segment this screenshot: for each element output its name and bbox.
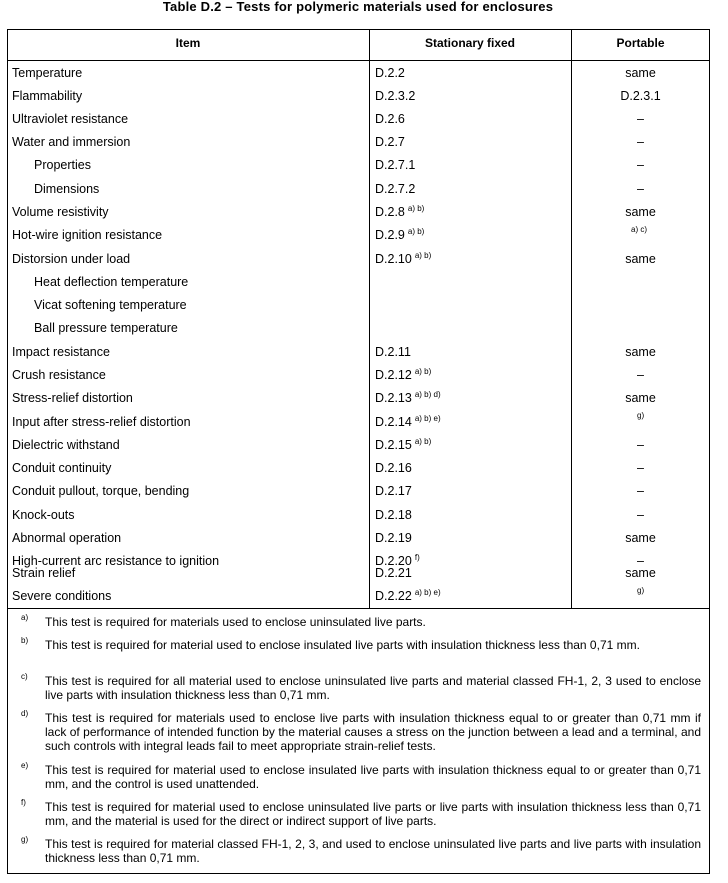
table-row-item: Temperature	[12, 66, 83, 80]
table-row-item: Crush resistance	[12, 368, 106, 382]
table-row-stationary: D.2.6	[375, 112, 405, 126]
header-divider	[7, 60, 710, 61]
table-body-divider	[7, 608, 710, 609]
header-stationary-fixed: Stationary fixed	[424, 36, 516, 50]
portable-note: g)	[637, 586, 645, 595]
table-row-stationary: D.2.7.2	[375, 182, 416, 196]
table-row-portable: –	[637, 112, 644, 126]
table-row-portable: same	[625, 531, 656, 545]
table-row-item: Abnormal operation	[12, 531, 122, 545]
table-row-item: Impact resistance	[12, 345, 110, 359]
portable-note: a) c)	[631, 225, 647, 234]
table-row-item: Conduit continuity	[12, 461, 112, 475]
table-row-portable: same	[625, 66, 656, 80]
table-row-stationary: D.2.18	[375, 508, 412, 522]
footnote-label: c)	[21, 672, 28, 681]
table-row-portable: –	[637, 135, 644, 149]
table-row-stationary: D.2.21	[375, 566, 412, 580]
table-title: Table D.2 – Tests for polymeric materials used for enclosures	[162, 0, 554, 14]
header-portable: Portable	[616, 36, 665, 50]
table-row-item: Water and immersion	[12, 135, 131, 149]
table-row-portable: –	[637, 461, 644, 475]
table-row-stationary: D.2.19	[375, 531, 412, 545]
table-row-stationary: D.2.17	[375, 484, 412, 498]
table-row-stationary: D.2.9 $^{a) b)}$	[375, 227, 425, 242]
table-row-stationary: D.2.22 $^{a) b) e)}$	[375, 588, 441, 603]
footnote-text: This test is required for material used to enclose uninsulated live parts or live parts with insulation thickness less than 0,71 mm, and the material is used for the direct or indirect support of live parts.	[45, 800, 701, 828]
table-row-item: Stress-relief distortion	[12, 391, 133, 405]
portable-note: g)	[637, 411, 645, 420]
table-row-item: Vicat softening temperature	[34, 298, 187, 312]
footnote-reference: a) b) d)	[414, 390, 441, 399]
footnote-label: f)	[21, 798, 26, 807]
table-row-item: Knock-outs	[12, 508, 75, 522]
column-divider	[369, 29, 370, 609]
footnote-label: b)	[21, 636, 29, 645]
table-row-item: Volume resistivity	[12, 205, 109, 219]
table-row-stationary: D.2.3.2	[375, 89, 416, 103]
table-row-portable: same	[625, 252, 656, 266]
footnote-text: This test is required for materials used to enclose live parts with insulation thickness equal to or greater than 0,71 mm if lack of performance of intended function by the material causes a stress on the junction between a lead and a terminal, and such controls with integral leads fail to meet appropriate strain-relief tests.	[45, 711, 701, 753]
footnote-reference: a) b)	[414, 251, 432, 260]
table-row-portable: D.2.3.1	[620, 89, 661, 103]
footnote-reference: a) b)	[414, 367, 432, 376]
table-row-item: Conduit pullout, torque, bending	[12, 484, 190, 498]
table-row-item: Properties	[34, 158, 91, 172]
footnote-reference: a) b)	[407, 227, 425, 236]
footnote-reference: a) b)	[414, 437, 432, 446]
table-row-item: Severe conditions	[12, 589, 112, 603]
footnote-text: This test is required for materials used to enclose uninsulated live parts.	[45, 615, 426, 629]
table-row-stationary: D.2.2	[375, 66, 405, 80]
table-row-stationary: D.2.7	[375, 135, 405, 149]
table-row-portable: –	[637, 158, 644, 172]
table-row-portable: –	[637, 554, 644, 568]
table-row-item: Ultraviolet resistance	[12, 112, 129, 126]
table-row-item: Ball pressure temperature	[34, 321, 178, 335]
table-row-item: Input after stress-relief distortion	[12, 415, 191, 429]
table-row-portable: –	[637, 368, 644, 382]
table-row-stationary: D.2.14 $^{a) b) e)}$	[375, 414, 441, 429]
footnote-text: This test is required for material used to enclose insulated live parts with insulation thickness less than 0,71 mm.	[45, 638, 640, 652]
table-row-item: Strain relief	[12, 566, 76, 580]
footnote-label: d)	[21, 709, 29, 718]
footnote-text: This test is required for material used to enclose insulated live parts with insulation thickness equal to or greater than 0,71 mm, and the control is used unattended.	[45, 763, 701, 791]
footnote-reference: f)	[414, 553, 420, 562]
table-row-item: Heat deflection temperature	[34, 275, 189, 289]
table-row-portable: same	[625, 205, 656, 219]
footnote-text: This test is required for material classed FH-1, 2, 3, and used to enclose uninsulated live parts and live parts with insulation thickness less than 0,71 mm.	[45, 837, 701, 865]
table-row-stationary: D.2.15 $^{a) b)}$	[375, 437, 432, 452]
footnote-text: This test is required for all material used to enclose uninsulated live parts and material classed FH-1, 2, 3 used to enclose live parts with insulation thickness less than 0,71 mm.	[45, 674, 701, 702]
table-row-portable: –	[637, 508, 644, 522]
table-row-stationary: D.2.16	[375, 461, 412, 475]
header-item: Item	[175, 36, 201, 50]
footnote-reference: a) b)	[407, 204, 425, 213]
table-row-stationary: D.2.10 $^{a) b)}$	[375, 251, 432, 266]
table-row-portable: same	[625, 391, 656, 405]
table-row-item: Flammability	[12, 89, 83, 103]
table-row-portable: –	[637, 438, 644, 452]
footnote-reference: a) b) e)	[414, 588, 441, 597]
table-row-stationary: D.2.7.1	[375, 158, 416, 172]
table-row-portable: same	[625, 345, 656, 359]
table-row-stationary: D.2.20 $^{f)}$	[375, 553, 420, 568]
table-row-item: High-current arc resistance to ignition	[12, 554, 220, 568]
table-row-portable: same	[625, 566, 656, 580]
footnote-label: g)	[21, 835, 29, 844]
table-row-stationary: D.2.8 $^{a) b)}$	[375, 204, 425, 219]
table-row-portable: –	[637, 182, 644, 196]
table-row-item: Dielectric withstand	[12, 438, 120, 452]
table-row-item: Dimensions	[34, 182, 100, 196]
footnote-label: a)	[21, 613, 29, 622]
table-row-item: Hot-wire ignition resistance	[12, 228, 163, 242]
table-row-stationary: D.2.13 $^{a) b) d)}$	[375, 390, 441, 405]
table-row-item: Distorsion under load	[12, 252, 131, 266]
table-row-stationary: D.2.12 $^{a) b)}$	[375, 367, 432, 382]
footnote-reference: a) b) e)	[414, 414, 441, 423]
table-row-portable: –	[637, 484, 644, 498]
footnote-label: e)	[21, 761, 29, 770]
table-row-stationary: D.2.11	[375, 345, 411, 359]
